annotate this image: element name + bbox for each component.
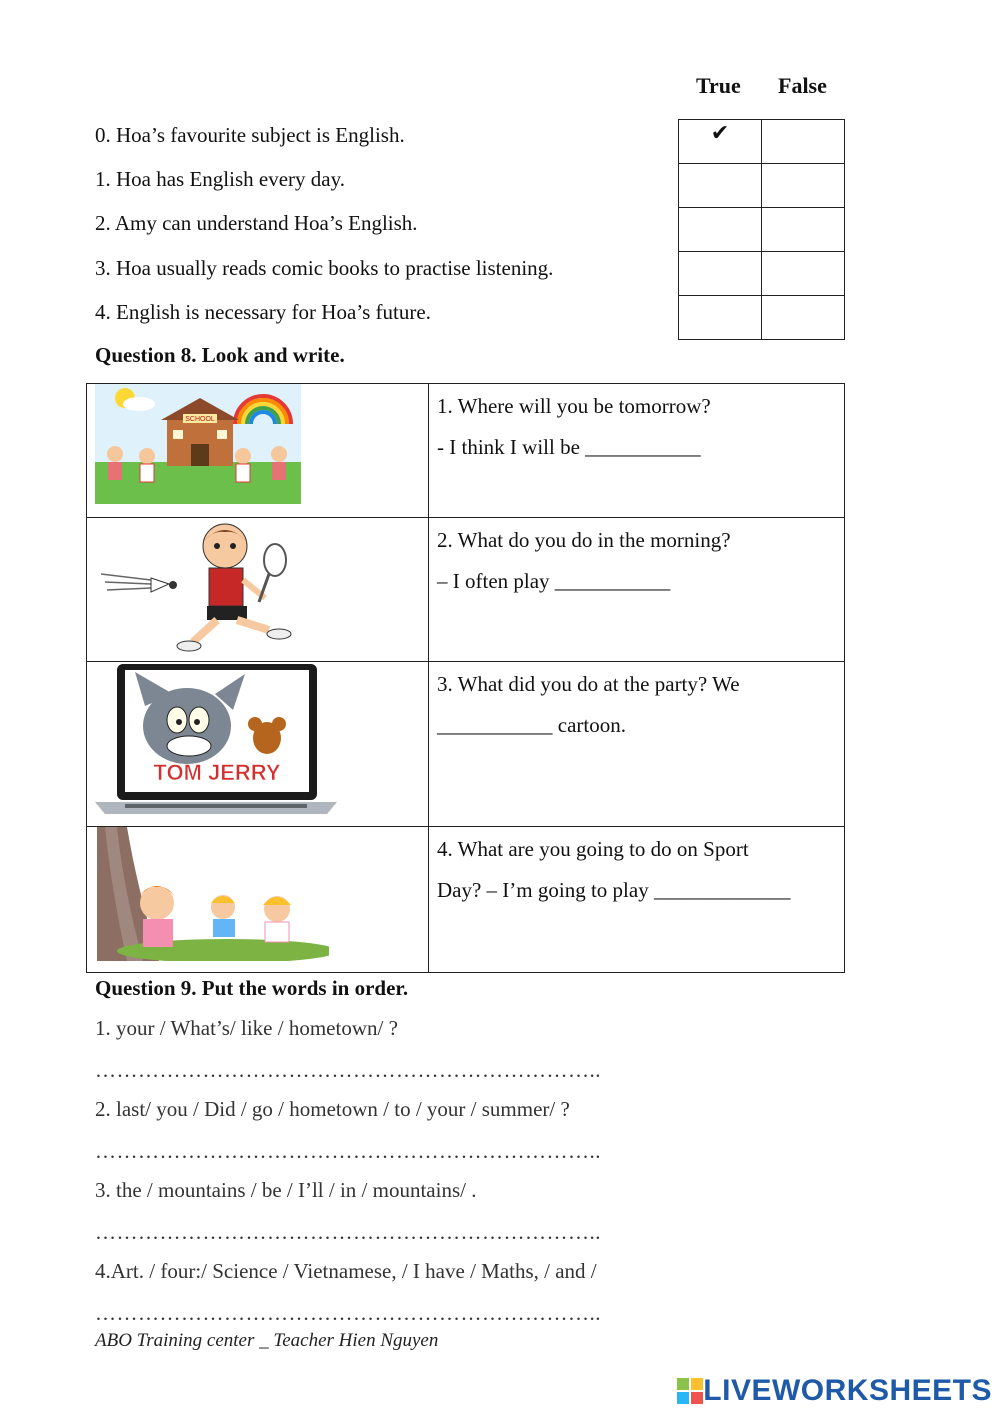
- order-item-1: 1. your / What’s/ like / hometown/ ?: [95, 1016, 398, 1040]
- question-8-title: Question 8. Look and write.: [95, 343, 345, 367]
- school-sign-text: SCHOOL: [185, 416, 215, 423]
- cartoon-title-text: TOM JERRY: [153, 760, 281, 785]
- order-item-4: 4.Art. / four:/ Science / Vietnamese, / I have / Maths, / and /: [95, 1259, 597, 1283]
- false-cell-2[interactable]: [762, 208, 845, 252]
- question-9-title: Question 9. Put the words in order.: [95, 976, 409, 1000]
- tf-row-4: [679, 296, 845, 340]
- laptop-cartoon-illustration: [95, 662, 337, 816]
- liveworksheets-logo: [677, 1374, 992, 1408]
- q8-text-cell-3: [429, 662, 845, 827]
- false-cell-4[interactable]: [762, 296, 845, 340]
- false-cell-3[interactable]: [762, 252, 845, 296]
- school-children-illustration: [95, 384, 301, 504]
- q8-answer-1[interactable]: - I think I will be ___________: [437, 435, 701, 459]
- tf-row-1: [679, 164, 845, 208]
- liveworksheets-logo-icon: [677, 1378, 703, 1404]
- q8-text-cell-4: [429, 827, 845, 973]
- true-column-header: True: [696, 73, 741, 98]
- false-cell-1[interactable]: [762, 164, 845, 208]
- badminton-boy-illustration: [97, 518, 307, 652]
- statement-4: 4. English is necessary for Hoa’s future.: [95, 300, 431, 324]
- q8-picture-cell-2: [87, 518, 429, 662]
- true-cell-4[interactable]: [679, 296, 762, 340]
- tf-row-0: [679, 120, 845, 164]
- order-item-2: 2. last/ you / Did / go / hometown / to / your / summer/ ?: [95, 1097, 570, 1121]
- q8-answer-2[interactable]: – I often play ___________: [437, 569, 671, 593]
- hide-and-seek-illustration: [97, 827, 329, 961]
- tf-row-2: [679, 208, 845, 252]
- q8-text-cell-1: [429, 384, 845, 518]
- statement-3: 3. Hoa usually reads comic books to practise listening.: [95, 256, 554, 280]
- answer-line-2[interactable]: ……………………………………………………………..: [95, 1139, 601, 1163]
- answer-line-3[interactable]: ……………………………………………………………..: [95, 1220, 601, 1244]
- look-and-write-table: [86, 383, 845, 973]
- q8-row-3: [87, 662, 845, 827]
- false-column-header: False: [778, 73, 827, 98]
- q8-question-1: 1. Where will you be tomorrow?: [437, 394, 711, 418]
- q8-picture-cell-4: [87, 827, 429, 973]
- liveworksheets-logo-text: LIVEWORKSHEETS: [703, 1374, 992, 1407]
- footer-credit: ABO Training center _ Teacher Hien Nguyen: [95, 1330, 439, 1351]
- true-false-grid: [678, 119, 845, 340]
- q8-row-2: [87, 518, 845, 662]
- statement-1: 1. Hoa has English every day.: [95, 167, 345, 191]
- q8-question-2: 2. What do you do in the morning?: [437, 528, 731, 552]
- false-cell-0[interactable]: [762, 120, 845, 164]
- q8-picture-cell-1: [87, 384, 429, 518]
- statement-0: 0. Hoa’s favourite subject is English.: [95, 123, 405, 147]
- true-cell-2[interactable]: [679, 208, 762, 252]
- answer-line-4[interactable]: ……………………………………………………………..: [95, 1301, 601, 1325]
- q8-question-3: 3. What did you do at the party? We: [437, 672, 740, 696]
- q8-answer-3[interactable]: ___________ cartoon.: [437, 713, 626, 737]
- answer-line-1[interactable]: ……………………………………………………………..: [95, 1058, 601, 1082]
- q8-row-1: [87, 384, 845, 518]
- q8-question-4: 4. What are you going to do on Sport: [437, 837, 749, 861]
- q8-text-cell-2: [429, 518, 845, 662]
- q8-answer-4[interactable]: Day? – I’m going to play _____________: [437, 878, 791, 902]
- statement-2: 2. Amy can understand Hoa’s English.: [95, 211, 418, 235]
- tf-row-3: [679, 252, 845, 296]
- true-cell-0[interactable]: ✔: [679, 120, 762, 164]
- q8-picture-cell-3: [87, 662, 429, 827]
- true-cell-3[interactable]: [679, 252, 762, 296]
- q8-row-4: [87, 827, 845, 973]
- order-item-3: 3. the / mountains / be / I’ll / in / mountains/ .: [95, 1178, 477, 1202]
- true-cell-1[interactable]: [679, 164, 762, 208]
